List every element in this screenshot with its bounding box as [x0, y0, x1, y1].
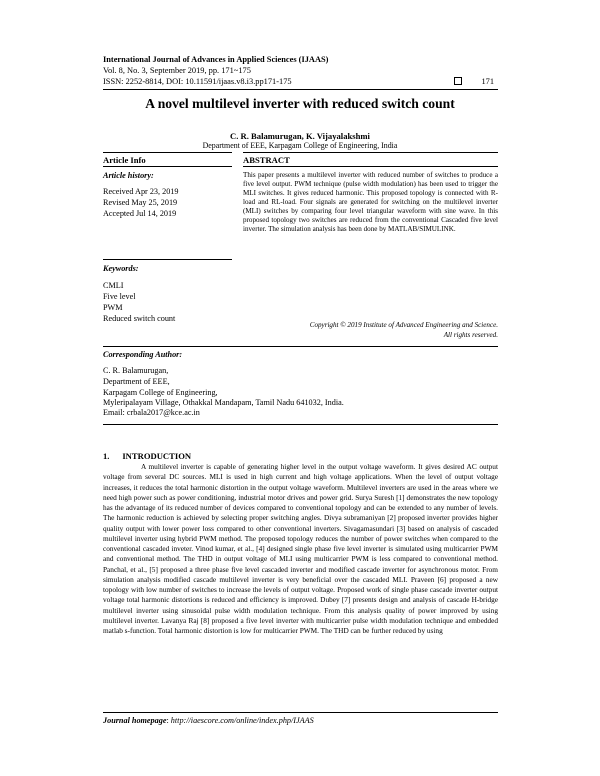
corresponding-top-rule: [103, 346, 498, 347]
history-received: Received Apr 23, 2019: [103, 187, 179, 196]
introduction-body: [103, 462, 498, 636]
volume-line: Vol. 8, No. 3, September 2019, pp. 171~175: [103, 66, 251, 75]
history-label: Article history:: [103, 171, 154, 180]
keyword-item: Five level: [103, 292, 136, 301]
corresponding-bottom-rule: [103, 424, 498, 425]
corresponding-name: C. R. Balamurugan,: [103, 366, 169, 375]
introduction-heading: 1. INTRODUCTION: [103, 451, 192, 461]
keywords-label: Keywords:: [103, 264, 139, 273]
abstract-heading: ABSTRACT: [243, 155, 290, 165]
issn-doi-line: ISSN: 2252-8814, DOI: 10.11591/ijaas.v8.i3.pp171-175: [103, 77, 292, 86]
corresponding-address: Myleripalayam Village, Othakkal Mandapam, Tamil Nadu 641032, India.: [103, 398, 344, 407]
journal-homepage: [103, 716, 314, 725]
keyword-item: Reduced switch count: [103, 314, 176, 323]
paper-title: A novel multilevel inverter with reduced switch count: [145, 96, 455, 111]
journal-name: International Journal of Advances in Applied Sciences (IJAAS): [103, 55, 329, 64]
homepage-url[interactable]: http://iaescore.com/online/index.php/IJAAS: [170, 716, 314, 725]
corresponding-email: Email: crbala2017@kce.ac.in: [103, 408, 200, 417]
corresponding-college: Karpagam College of Engineering,: [103, 388, 218, 397]
header-rule: [103, 89, 498, 90]
keywords-top-rule: [103, 259, 232, 260]
history-accepted: Accepted Jul 14, 2019: [103, 209, 177, 218]
page-box-icon: [454, 77, 462, 85]
homepage-separator: :: [166, 716, 171, 725]
info-top-rule: [103, 152, 232, 153]
copyright-line: Copyright © 2019 Institute of Advanced Engineering and Science.: [309, 321, 498, 329]
introduction-paragraph: A multilevel inverter is capable of generating higher level in the output voltage waveform. It gives desired AC output voltage from several DC sources. MLI is used in high current and high voltage applications. When the level of output voltage increases, it reduces the total harmonic distortion in the output voltage waveform. Multilevel inverters are used in the areas where we need high power such as power conditioning, industrial motor drives and power grid. Surya Suresh [1] demonstrates the new topology has the advantage of its reduced number of devices compared to conventional topology and can be extended to any number of levels. The harmonic reduction is achieved by selecting proper switching angles. Divya subramaniyan [2] proposed inverter provides higher quality output with lower power loss compared to other conventional inverters. Sivagamasundari [3] based on analysis of cascaded multilevel inverter using hybrid PWM method. The proposed topology reduces the number of power switches when compared to the conventional cascaded inveter. Vinod kumar, et al., [4] designed single phase five level inverter is simulated using multicarrier PWM and conventional method. The THD in output voltage of MLI using multicarrier PWM is less compared to conventional method. Panchal, et al., [5] proposed a three phase five level cascaded inverter and modified cascade inverter for asynchronous motor. From simulation analysis modified cascade multilevel inverter is very beneficial over the cascaded MLI. Praveen [6] proposed a new topology with low number of switches to increase the levels of output voltage. Proposed work of single phase cascade inverter output voltage total harmonic distortions is reduced and efficiency is improved. Dubey [7] presents design and analysis of cascade H-bridge multilevel inverter using sinusoidal pulse width modulation technique. From this analysis quality of power improved by using multilevel inverter. Lavanya Raj [8] proposed a five level inverter with multicarrier pulse width modulation technique and embedded matlab s-function. Total harmonic distortion is low for multicarrier PWM. The THD can be further reduced by using: [103, 462, 498, 635]
author-affiliation: Department of EEE, Karpagam College of Engineering, India: [202, 141, 398, 150]
keyword-item: PWM: [103, 303, 123, 312]
rights-line: All rights reserved.: [443, 331, 498, 339]
page-number: 171: [481, 77, 494, 86]
keyword-item: CMLI: [103, 281, 124, 290]
corresponding-heading: Corresponding Author:: [103, 350, 183, 359]
info-heading-rule: [103, 166, 232, 167]
homepage-label: Journal homepage: [103, 716, 167, 725]
abstract-top-rule: [243, 152, 498, 153]
corresponding-dept: Department of EEE,: [103, 377, 170, 386]
paper-authors: C. R. Balamurugan, K. Vijayalakshmi: [230, 131, 370, 141]
abstract-heading-rule: [243, 166, 498, 167]
footer-rule: [103, 712, 498, 713]
history-revised: Revised May 25, 2019: [103, 198, 178, 207]
article-info-heading: Article Info: [103, 155, 146, 165]
abstract-text: This paper presents a multilevel inverter with reduced number of switches to produce a five level output. PWM technique (pulse width modulation) has been used to trigger the MLI switches. It gives reduced harmonic. This proposed topology is connected with R-load and RL-load. Four signals are generated for switching on the multilevel inverter (MLI) switches by comparing four level triangular waveform with sine wave. In this proposed topology two switches are reduced from the conventional Cascaded five level inverter. The simulation analysis has been done by MATLAB/SIMULINK.: [243, 171, 498, 234]
